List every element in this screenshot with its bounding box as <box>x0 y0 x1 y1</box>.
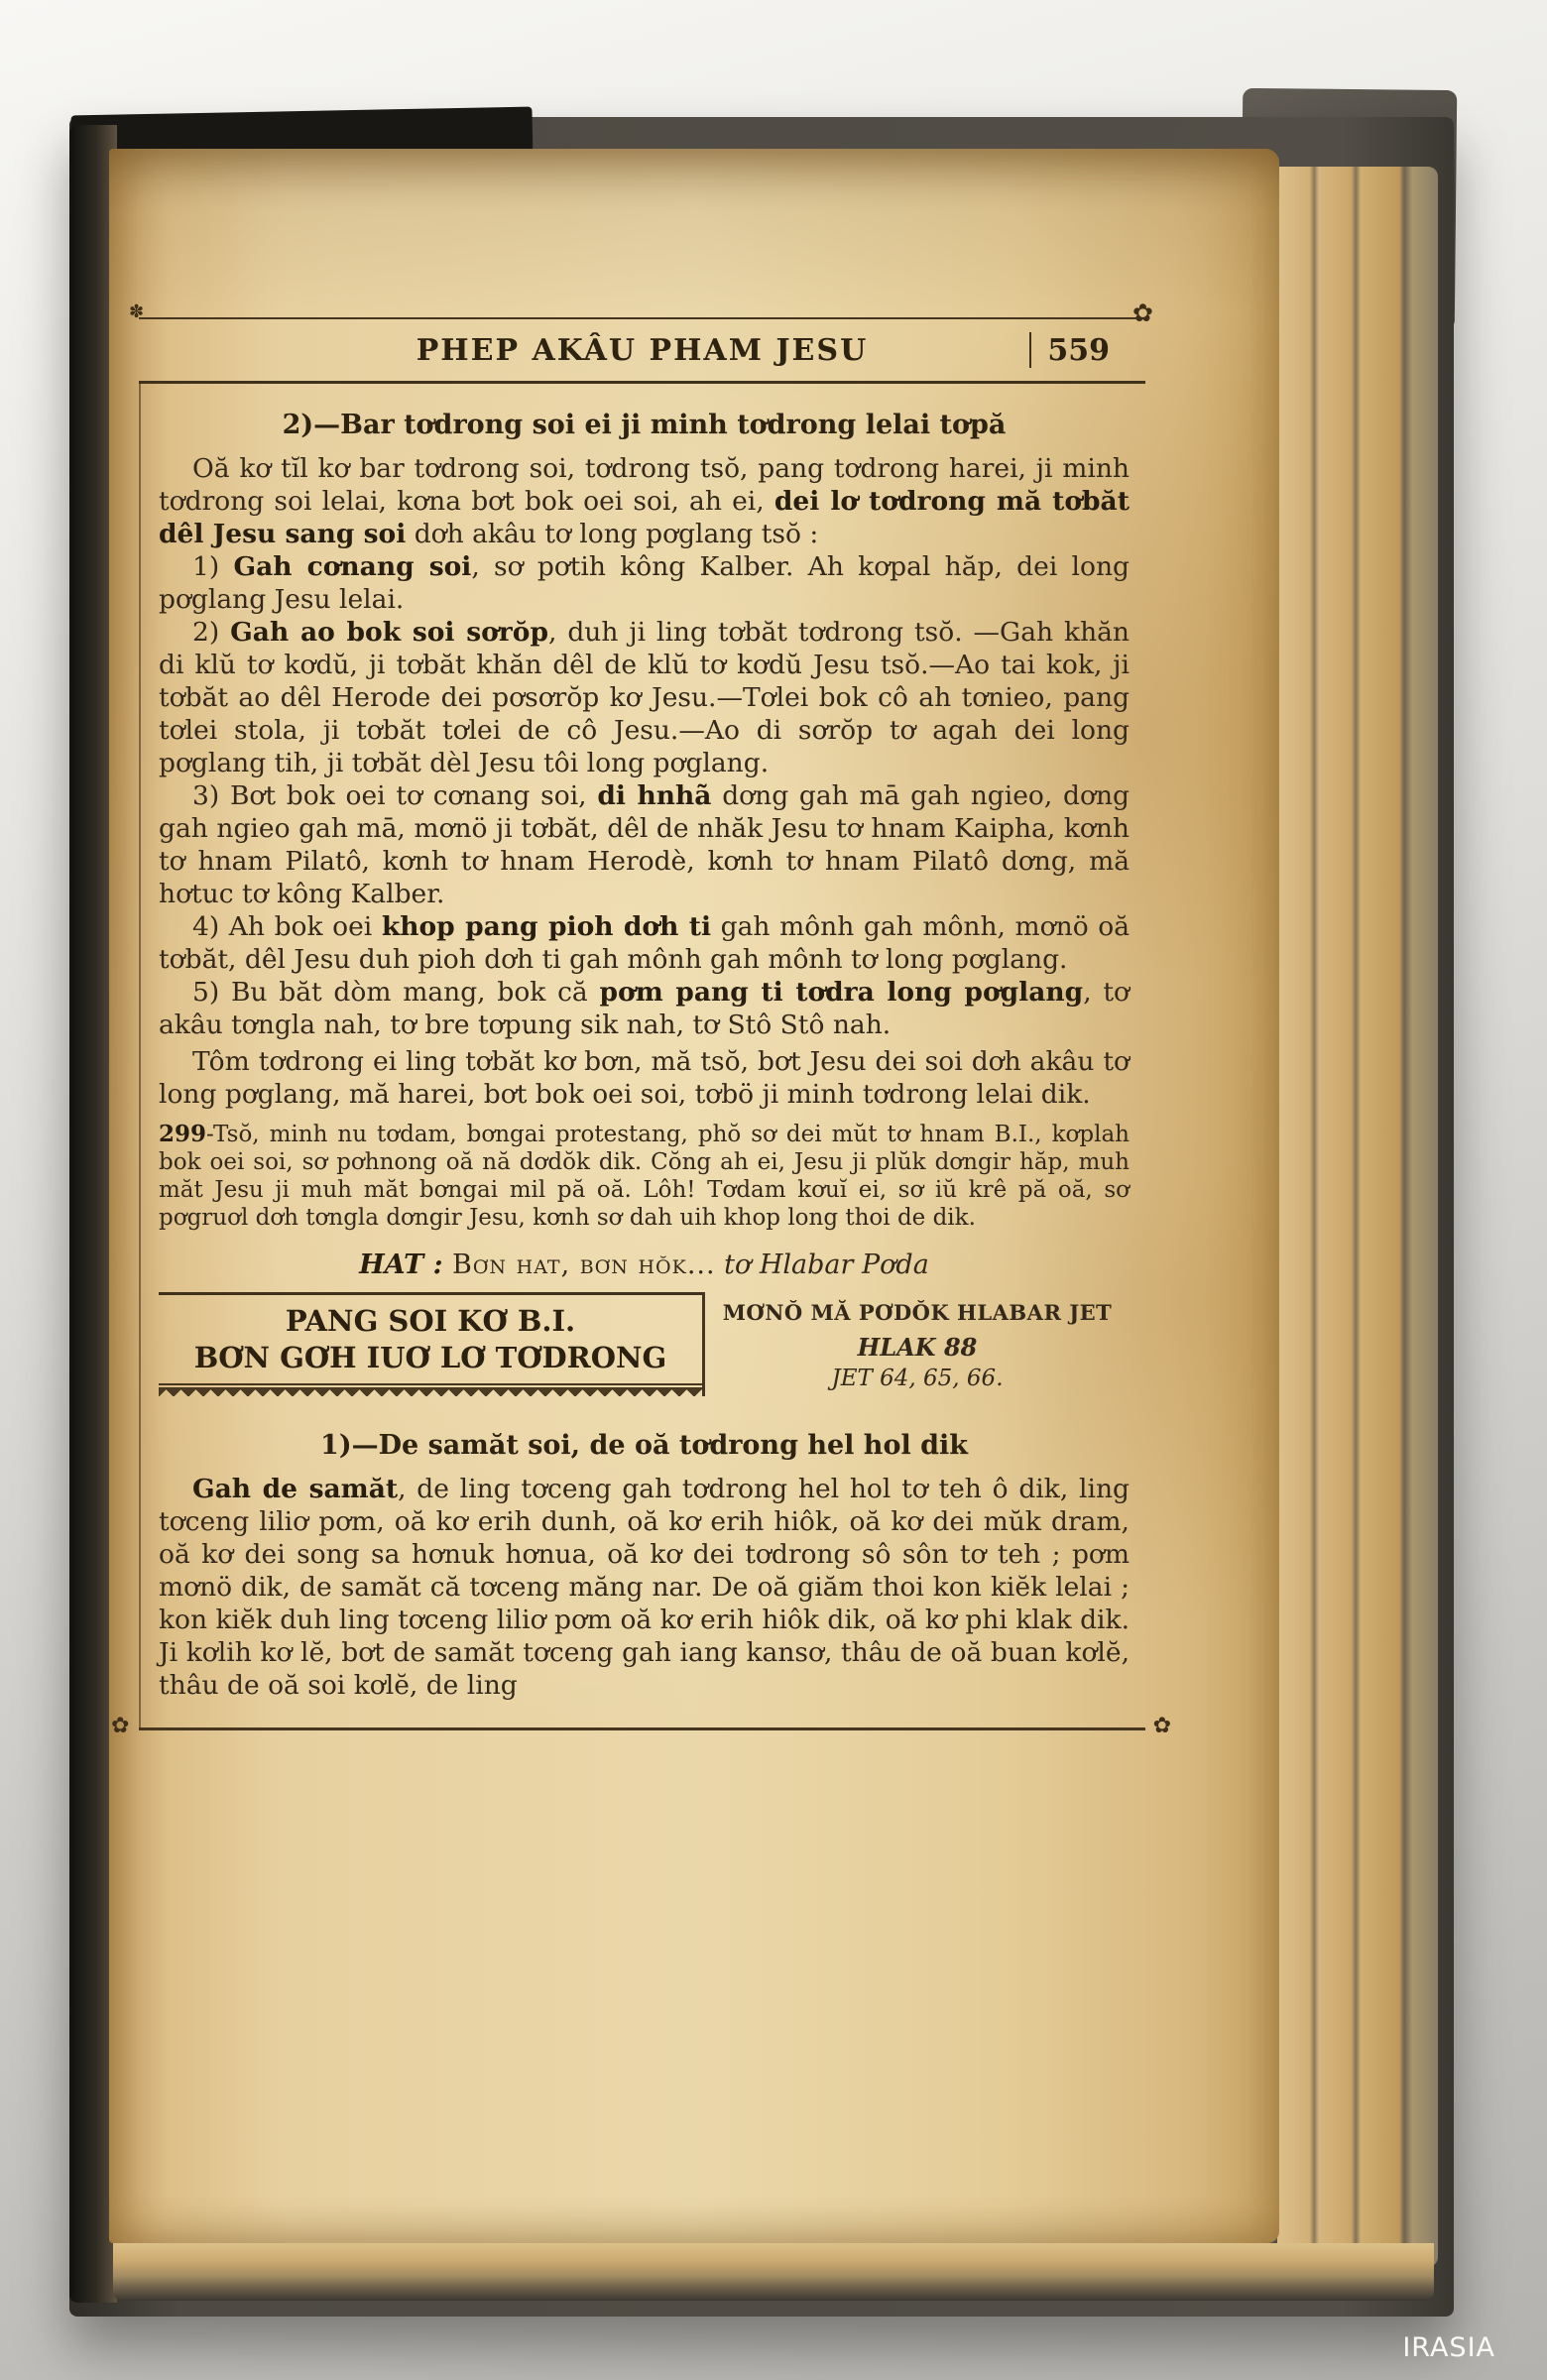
running-header <box>139 319 1145 381</box>
hat-line: HAT : Bơn hat, bơn hŏk... tơ Hlabar Pơda <box>359 1250 929 1280</box>
flower-ornament-icon: ✿ <box>111 1714 130 1738</box>
flower-ornament-icon: ✿ <box>1152 1714 1171 1738</box>
footnote-299: 299-Tsŏ, minh nu tơdam, bơngai protestang, phŏ sơ dei mŭt tơ hnam B.I., kơplah bok oei soi, sơ pơhnong oă nă dơdŏk dik. Cŏng ah ei, Jesu ji plŭk dơngir hăp, muh măt Jesu ji muh măt bơngai mil pă oă. Lôh! Tơdam kơuĭ ei, sơ iŭ krê pă oă, sơ pơgruơl dơh tơngla dơngir Jesu, kơnh sơ dah uih khop long thoi de dik. <box>159 1121 1130 1231</box>
page-number: 559 <box>1047 332 1110 368</box>
page-edges-bottom <box>113 2243 1434 2301</box>
text-frame <box>111 384 1171 1738</box>
second-body-paragraph: Gah de samăt, de ling tơceng gah tơdrong hel hol tơ teh ô dik, ling tơceng liliơ pơm, oă kơ erih dunh, oă kơ erih hiôk, oă kơ dei mŭk dram, oă kơ dei song sa hơnuk hơnua, oă kơ dei tơdrong sô sôn tơ teh ; pơm mơnö dik, de samăt că tơceng măng nar. De oă giăm thoi kon kiĕk lelai ; kon kiĕk duh ling tơceng liliơ pơm oă kơ erih hiôk dik, oă kơ phi klak dik. Ji kơlih kơ lĕ, bơt de samăt tơceng gah iang kansơ, thâu de oă buan kơlĕ, thâu de oă soi kơlĕ, de ling <box>159 1474 1130 1701</box>
list-item-5: 5) Bu băt dòm mang, bok că pơm pang ti tơdra long pơglang, tơ akâu tơngla nah, tơ bre tơpung sik nah, tơ Stô Stô nah. <box>159 977 1130 1040</box>
list-item-2: 2) Gah ao bok soi sơrŏp, duh ji ling tơbăt tơdrong tsŏ. —Gah khăn di klŭ tơ kơdŭ, ji tơbăt khăn dêl de klŭ tơ kơdŭ Jesu tsŏ.—Ao tai kok, ji tơbăt ao dêl Herode dei pơsơrŏp kơ Jesu.—Tơlei bok cô ah tơnieo, pang tơlei stola, ji tơbăt tơlei de cô Jesu.—Ao di sơrŏp tơ agah dei long pơglang tih, ji tơbăt dèl Jesu tôi long pơglang. <box>159 617 1130 778</box>
box-left-title-2: BƠN GƠH IUƠ LƠ TƠDRONG <box>193 1341 667 1374</box>
sprig-ornament-icon: ✽ <box>129 301 145 322</box>
zigzag-ornament-band <box>159 1383 702 1396</box>
box-right-line-1: MƠNŎ MĂ PƠDŎK HLABAR JET <box>722 1300 1113 1325</box>
section-heading-1: 1)—De samăt soi, de oă tơdrong hel hol dik <box>320 1430 968 1461</box>
printed-area <box>111 298 1171 1738</box>
flower-ornament-icon: ✿ <box>1132 298 1153 327</box>
scan-watermark: IRASIA <box>1402 2332 1495 2363</box>
box-left-title-1: PANG SOI KƠ B.I. <box>285 1304 576 1338</box>
cross-reference-box <box>159 1292 1130 1396</box>
book-page <box>109 149 1279 2243</box>
box-right-column <box>702 1292 1130 1396</box>
box-right-line-2: HLAK 88 <box>857 1333 978 1362</box>
folio-divider <box>1029 332 1031 368</box>
folio-group <box>1029 319 1110 381</box>
page-title: PHEP AKÂU PHAM JESU <box>416 332 869 368</box>
section-heading-2: 2)—Bar tơdrong soi ei ji minh tơdrong lelai tơpă <box>282 410 1007 440</box>
intro-paragraph: Oă kơ tĭl kơ bar tơdrong soi, tơdrong tsŏ, pang tơdrong harei, ji minh tơdrong soi lelai, kơna bơt bok oei soi, ah ei, dei lơ tơdrong mă tơbăt dêl Jesu sang soi dơh akâu tơ long pơglang tsŏ : <box>159 453 1130 549</box>
footer-rule <box>111 1714 1171 1738</box>
page-edges-right <box>1277 167 1438 2267</box>
box-right-line-3: JET 64, 65, 66. <box>831 1366 1004 1391</box>
list-item-3: 3) Bơt bok oei tơ cơnang soi, di hnhã dơng gah mā gah ngieo, dơng gah ngieo gah mā, mơnö ji tơbăt, dêl de nhăk Jesu tơ hnam Kaipha, kơnh tơ hnam Pilatô, kơnh tơ hnam Herodè, kơnh tơ hnam Pilatô dơng, mă hơtuc tơ kông Kalber. <box>159 780 1130 909</box>
closing-paragraph: Tôm tơdrong ei ling tơbăt kơ bơn, mă tsŏ, bơt Jesu dei soi dơh akâu tơ long pơglang, mă harei, bơt bok oei soi, tơbö ji minh tơdrong lelai dik. <box>159 1046 1130 1110</box>
box-left-column <box>159 1292 702 1396</box>
list-item-1: 1) Gah cơnang soi, sơ pơtih kông Kalber. Ah kơpal hăp, dei long pơglang Jesu lelai. <box>159 551 1130 615</box>
list-item-4: 4) Ah bok oei khop pang pioh dơh ti gah mônh gah mônh, mơnö oă tơbăt, dêl Jesu duh pioh dơh ti gah mônh gah mônh tơ long pơglang. <box>159 911 1130 975</box>
